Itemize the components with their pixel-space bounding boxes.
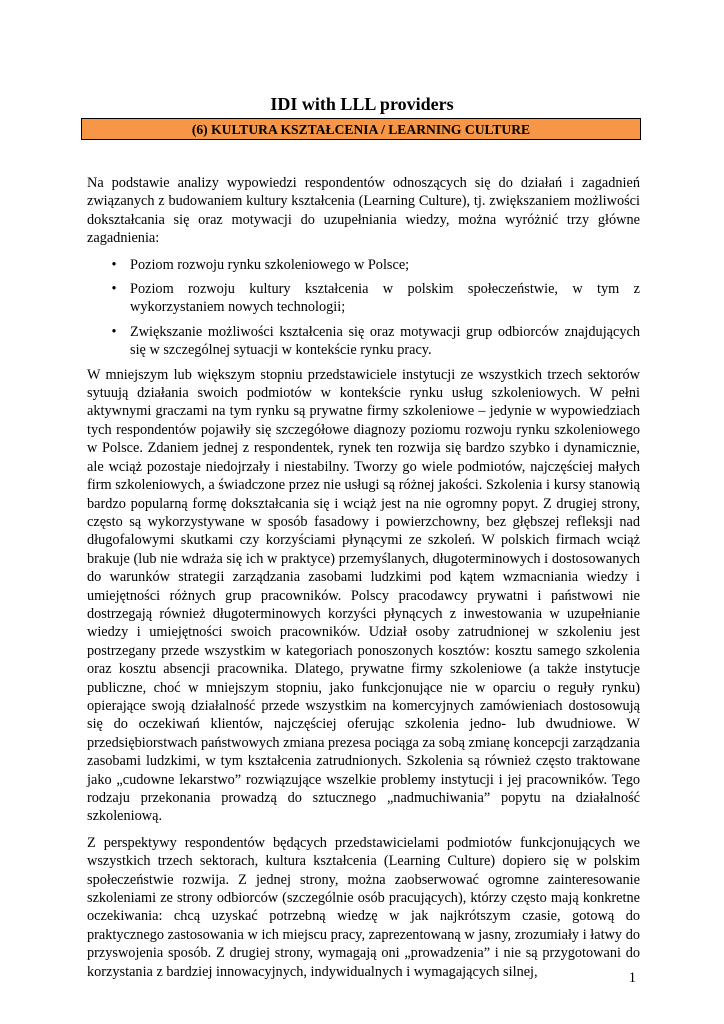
bullet-icon: •	[111, 323, 117, 340]
list-item	[87, 280, 640, 317]
list-item-text: Poziom rozwoju kultury kształcenia w polskim społeczeństwie, w tym z wykorzystaniem nowych technologii;	[130, 281, 640, 316]
culture-paragraph: Z perspektywy respondentów będących przedstawicielami podmiotów funkcjonujących we wszystkich trzech sektorach, kultura kształcenia (Learning Culture) dopiero się w polskim społeczeństwie rozwija. Z jednej strony, można zaobserwować ogromne zainteresowanie szkoleniami ze strony odbiorców (szczególnie osób pracujących), którzy często mają konkretne oczekiwania: chcą uzyskać potrzebną wiedzę w jak najkrótszym czasie, gotową do praktycznego zastosowania w ich miejscu pracy, zaprezentowaną w jasny, zrozumiały i łatwy do przyswojenia sposób. Z drugiej strony, wymagają oni „prowadzenia” i nie są przygotowani do korzystania z bardziej innowacyjnych, indywidualnych i wymagających silnej,	[87, 834, 640, 980]
topics-list	[87, 256, 640, 360]
list-item	[87, 256, 640, 274]
bullet-icon: •	[111, 281, 117, 298]
list-item	[87, 323, 640, 360]
list-item-text: Zwiększanie możliwości kształcenia się oraz motywacji grup odbiorców znajdujących się w szczególnej sytuacji w kontekście rynku pracy.	[130, 323, 640, 359]
page-number: 1	[628, 970, 636, 986]
market-paragraph: W mniejszym lub większym stopniu przedstawiciele instytucji ze wszystkich trzech sektorów sytuują działania swoich podmiotów w kontekście rynku usług szkoleniowych. W pełni aktywnymi graczami na tym rynku są prywatne firmy szkoleniowe – jedynie w wypowiedziach tych respondentów pojawiły się szczegółowe diagnozy poziomu rozwoju rynku szkoleniowego w Polsce. Zdaniem jednej z respondentek, rynek ten rozwija się bardzo szybko i dynamicznie, ale wciąż pozostaje niedojrzały i niestabilny. Tworzy go wiele podmiotów, najczęściej małych firm szkoleniowych, a świadczone przez nie usługi są różnej jakości. Szkolenia i kursy stanowią bardzo popularną formę dokształcania się i wciąż jest na nie ogromny popyt. Z drugiej strony, często są wykorzystywane w sposób fasadowy i powierzchowny, bez głębszej refleksji nad długofalowymi skutkami czy korzyściami płynącymi ze szkoleń. W polskich firmach wciąż brakuje (lub nie wdraża się ich w praktyce) przemyślanych, długoterminowych i dostosowanych do warunków strategii zarządzania zasobami ludzkimi pod kątem wzmacniania wiedzy i umiejętności różnych grup pracowników. Polscy pracodawcy prywatni i państwowi nie dostrzegają również długoterminowych korzyści płynących z inwestowania w uzupełnianie wiedzy i umiejętności swoich pracowników. Udział osoby zatrudnionej w szkoleniu jest postrzegany przede wszystkim w kategoriach ponoszonych kosztów: kosztu samego szkolenia oraz kosztu absencji pracownika. Dlatego, prywatne firmy szkoleniowe (a także instytucje publiczne, choć w mniejszym stopniu, jako funkcjonujące nie w oparciu o reguły rynku) opierające swoją działalność przede wszystkim na komercyjnych zamówieniach dostosowują się do oczekiwań klientów, najczęściej oferując szkolenia jedno- lub dwudniowe. W przedsiębiorstwach państwowych zmiana prezesa pociąga za sobą zmianę koncepcji zarządzania zasobami ludzkimi, w tym kształcenia zatrudnionych. Szkolenia są również często traktowane jako „cudowne lekarstwo” rozwiązujące wszelkie problemy instytucji i jej pracowników. Tego rodzaju przekonania prowadzą do sztucznego „nadmuchiwania” popytu na działalność szkoleniową.	[87, 366, 640, 825]
section-banner: (6) KULTURA KSZTAŁCENIA / LEARNING CULTURE	[81, 118, 641, 140]
list-item-text: Poziom rozwoju rynku szkoleniowego w Polsce;	[130, 256, 410, 273]
bullet-icon: •	[111, 256, 117, 273]
document-title: IDI with LLL providers	[270, 94, 454, 114]
document-body	[87, 174, 640, 989]
intro-paragraph: Na podstawie analizy wypowiedzi respondentów odnoszących się do działań i zagadnień związanych z budowaniem kultury kształcenia (Learning Culture), tj. zwiększaniem możliwości dokształcania się oraz motywacji do uzupełniania wiedzy, można wyróżnić trzy główne zagadnienia:	[87, 175, 640, 247]
